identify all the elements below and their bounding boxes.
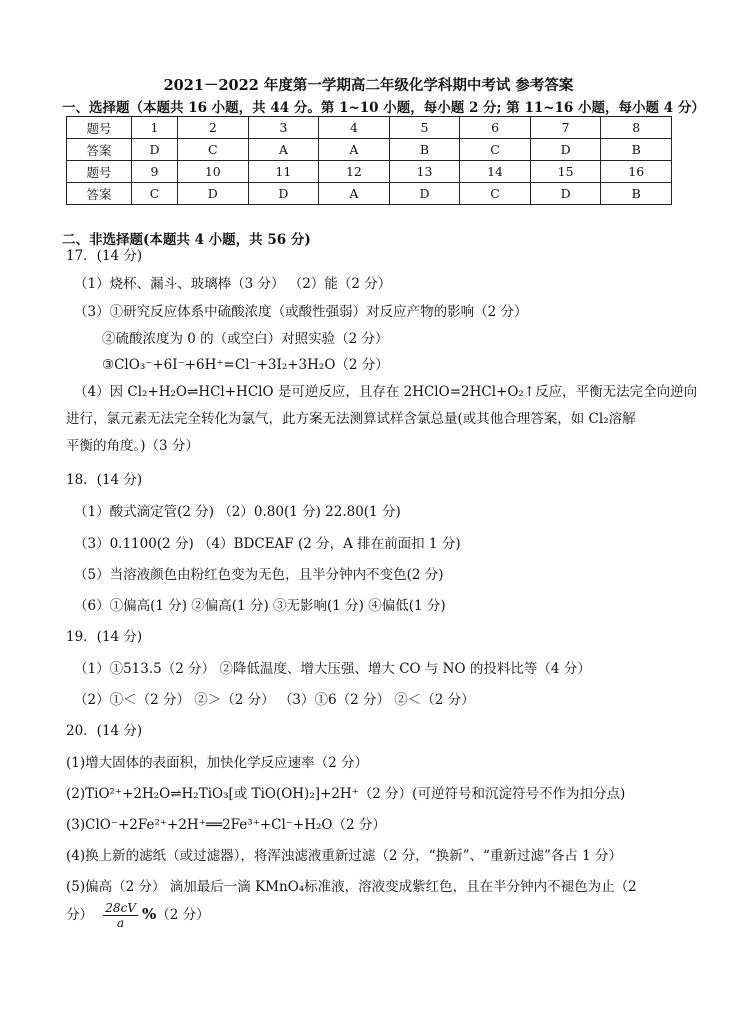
table-cell: 10 [178,161,249,183]
table-cell: 13 [389,161,460,183]
q19-line-2: （2）①＜（2 分） ②＞（2 分） （3）①6（2 分） ②＜（2 分） [74,692,475,708]
q20-number: 20．(14 分) [66,723,143,739]
formula-fraction [103,901,138,930]
table-cell: D [530,183,601,205]
fraction-numerator: 28cV [105,901,136,915]
table-cell: 16 [601,161,672,183]
table-cell: B [601,139,672,161]
q18-number: 18．(14 分) [66,472,143,488]
table-row [67,139,672,161]
table-row [67,117,672,139]
table-cell: 2 [178,117,249,139]
table-row-header: 题号 [67,117,132,139]
table-cell: C [178,139,249,161]
table-cell: B [601,183,672,205]
table-cell: 8 [601,117,672,139]
answer-table [66,116,672,205]
table-cell: 6 [460,117,531,139]
table-cell: C [132,183,178,205]
table-cell: 4 [319,117,390,139]
table-cell: 1 [132,117,178,139]
q20-line-2: (2)TiO²⁺+2H₂O⇌H₂TiO₃[或 TiO(OH)₂]+2H⁺（2 分）(可逆符号和沉淀符号不作为扣分点) [66,786,626,802]
table-cell: 9 [132,161,178,183]
table-cell: D [178,183,249,205]
table-row [67,161,672,183]
percent-sign: % [141,905,157,923]
q20-line-4: (4)换上新的滤纸（或过滤器），将浑浊滤液重新过滤（2 分，“换新”、“重新过滤”各占 1 分） [66,848,623,864]
table-cell: 5 [389,117,460,139]
q18-line-4: （6）①偏高(1 分) ②偏高(1 分) ③无影响(1 分) ④偏低(1 分) [74,598,446,614]
q20-line-1: (1)增大固体的表面积，加快化学反应速率（2 分） [66,755,369,771]
section-2-heading: 二、非选择题(本题共 4 小题，共 56 分) [62,232,311,248]
table-row [67,183,672,205]
q19-line-1: （1）①513.5（2 分） ②降低温度、增大压强、增大 CO 与 NO 的投料比等（4 分） [74,661,591,677]
section-1-heading: 一、选择题（本题共 16 小题，共 44 分。第 1~10 小题，每小题 2 分; 第 11~16 小题，每小题 4 分） [62,100,705,116]
q20-line-3: (3)ClO⁻+2Fe²⁺+2H⁺══2Fe³⁺+Cl⁻+H₂O（2 分） [66,817,386,833]
q17-line-7: 平衡的角度。)（3 分） [66,438,199,454]
q17-number: 17．(14 分) [66,248,143,264]
table-cell: 14 [460,161,531,183]
table-cell: 12 [319,161,390,183]
table-row-header: 答案 [67,183,132,205]
q17-line-4: ③ClO₃⁻+6I⁻+6H⁺=Cl⁻+3I₂+3H₂O（2 分） [102,357,389,373]
table-cell: C [460,183,531,205]
fraction-denominator: a [117,916,125,930]
table-row-header: 题号 [67,161,132,183]
table-cell: 3 [248,117,319,139]
table-cell: 7 [530,117,601,139]
q20-line-5: (5)偏高（2 分） 滴加最后一滴 KMnO₄标准液，溶液变成紫红色，且在半分钟内不褪色为止（2 [66,879,637,895]
table-cell: D [389,183,460,205]
q17-line-3: ②硫酸浓度为 0 的（或空白）对照实验（2 分） [102,331,389,347]
table-cell: A [319,183,390,205]
q20-line-6 [66,901,210,930]
q18-line-1: （1）酸式滴定管(2 分) （2）0.80(1 分) 22.80(1 分) [74,504,401,520]
q17-line-1: （1）烧杯、漏斗、玻璃棒（3 分） （2）能（2 分） [74,276,392,292]
q20-line-6-suffix: （2 分） [156,907,210,923]
q18-line-2: （3）0.1100(2 分) （4）BDCEAF (2 分，A 排在前面扣 1 分) [74,536,461,552]
table-cell: D [132,139,178,161]
q18-line-3: （5）当溶液颜色由粉红色变为无色，且半分钟内不变色(2 分) [74,567,444,583]
table-cell: A [319,139,390,161]
table-cell: D [530,139,601,161]
q20-line-6-prefix: 分） [66,907,93,923]
q17-line-5: （4）因 Cl₂+H₂O⇌HCl+HClO 是可逆反应，且存在 2HClO=2HCl+O₂↑反应，平衡无法完全向逆向 [74,384,698,400]
q17-line-2: （3）①研究反应体系中硫酸浓度（或酸性强弱）对反应产物的影响（2 分） [74,304,528,320]
q19-number: 19．(14 分) [66,629,143,645]
table-cell: 15 [530,161,601,183]
table-cell: A [248,139,319,161]
table-cell: 11 [248,161,319,183]
table-cell: C [460,139,531,161]
table-row-header: 答案 [67,139,132,161]
q17-line-6: 进行，氯元素无法完全转化为氯气，此方案无法测算试样含氯总量(或其他合理答案，如 Cl₂溶解 [66,411,636,427]
table-cell: B [389,139,460,161]
page-title: 2021－2022 年度第一学期高二年级化学科期中考试 参考答案 [163,77,574,94]
table-cell: D [248,183,319,205]
